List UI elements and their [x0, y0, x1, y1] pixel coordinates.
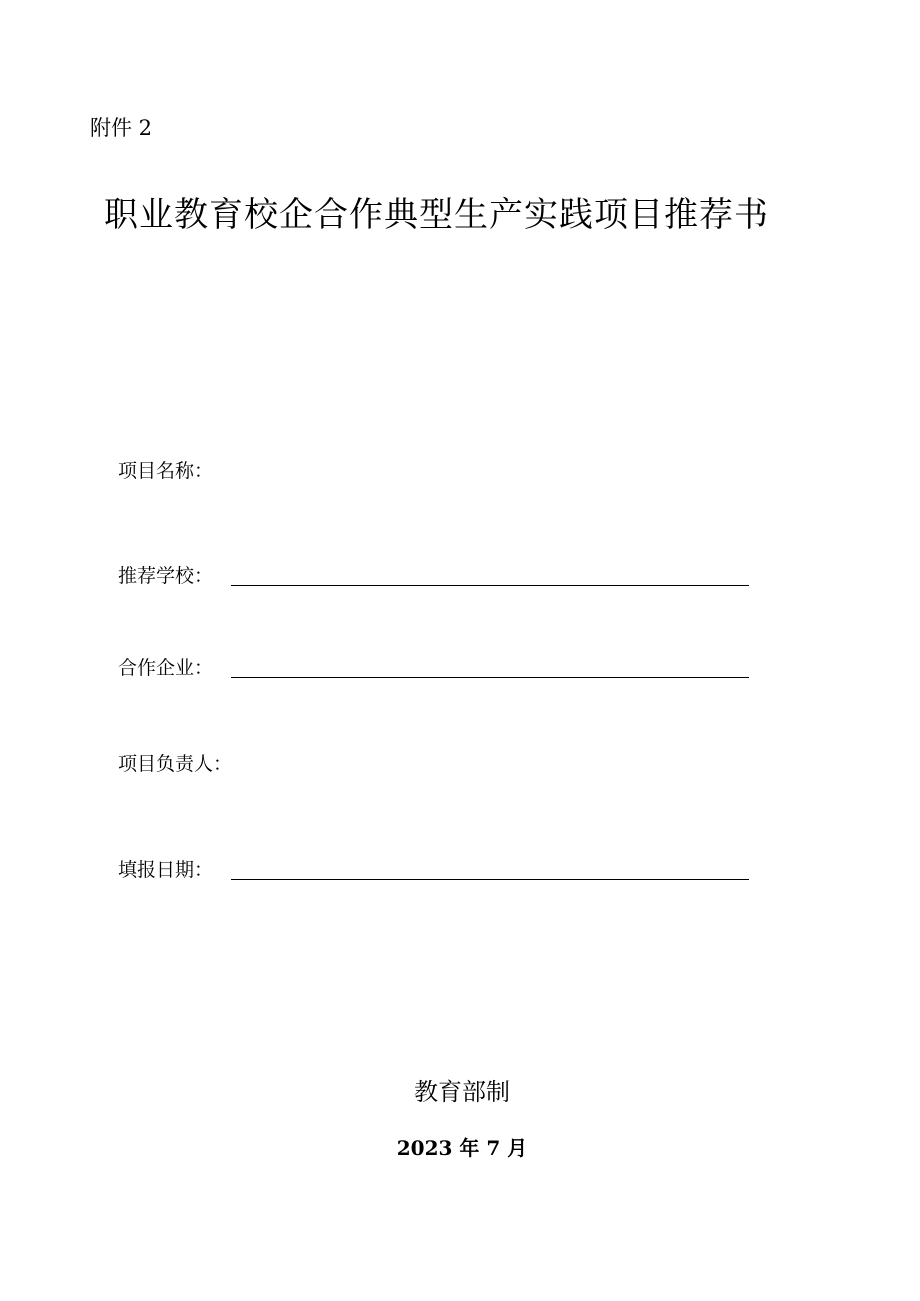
document-title: 职业教育校企合作典型生产实践项目推荐书	[104, 195, 769, 235]
field-fill-date	[118, 852, 758, 888]
field-label: 填报日期：	[118, 859, 214, 881]
fill-in-underline[interactable]	[231, 879, 749, 880]
attachment-label: 附件 2	[90, 116, 153, 140]
field-partner-enterprise	[118, 650, 758, 686]
field-label: 推荐学校：	[118, 565, 214, 587]
field-label: 合作企业：	[118, 657, 214, 679]
fill-in-underline[interactable]	[231, 677, 749, 678]
field-label: 项目负责人：	[118, 753, 233, 775]
issue-date: 2023 年 7 月	[396, 1136, 528, 1160]
field-recommending-school	[118, 558, 758, 594]
issuer: 教育部制	[414, 1078, 510, 1106]
field-label: 项目名称：	[118, 460, 214, 482]
field-project-name	[118, 453, 758, 489]
fill-in-underline[interactable]	[231, 585, 749, 586]
field-project-leader	[118, 746, 758, 782]
